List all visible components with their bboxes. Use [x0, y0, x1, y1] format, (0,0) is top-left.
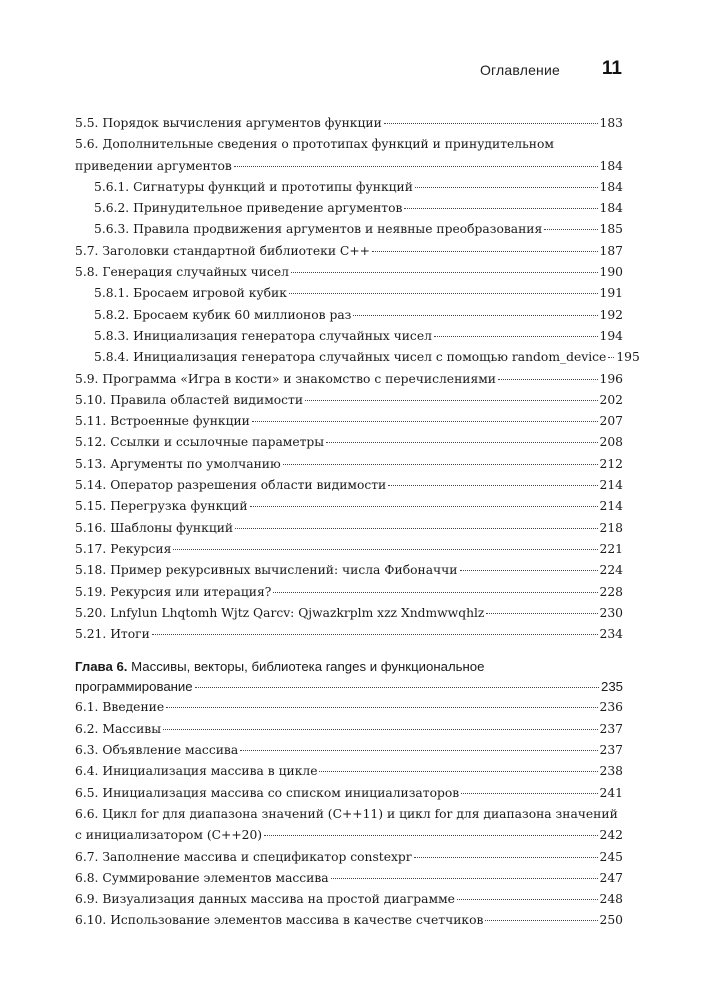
dot-leader — [273, 592, 597, 593]
chapter-title-line2: программирование — [75, 679, 193, 695]
toc-entry[interactable] — [75, 560, 623, 581]
toc-entry-page: 250 — [599, 913, 623, 928]
toc-entry[interactable] — [75, 783, 623, 804]
dot-leader — [461, 793, 597, 794]
toc-entry-page: 184 — [599, 158, 623, 173]
toc-entry-title: 5.7. Заголовки стандартной библиотеки C++ — [75, 243, 370, 258]
toc-entry-page: 224 — [599, 563, 623, 578]
toc-entry[interactable] — [75, 518, 623, 539]
toc-entry-title: 5.20. Lnfylun Lhqtomh Wjtz Qarcv: Qjwazkrplm xzz Xndmwwqhlz — [75, 605, 485, 620]
toc-entry-page: 190 — [599, 265, 623, 280]
toc-entry-title: 5.8.2. Бросаем кубик 60 миллионов раз — [94, 307, 352, 322]
toc-entry-page: 208 — [599, 435, 623, 450]
dot-leader — [415, 187, 598, 188]
toc-entry-page: 236 — [599, 700, 623, 715]
dot-leader — [486, 613, 597, 614]
toc-entry-page: 247 — [599, 870, 623, 885]
toc-entry[interactable] — [75, 603, 623, 624]
dot-leader — [250, 506, 598, 507]
toc-entry[interactable] — [75, 454, 623, 475]
toc-subentry[interactable] — [75, 198, 623, 219]
toc-entry[interactable] — [75, 910, 623, 931]
toc-entry-page: 194 — [599, 328, 623, 343]
toc-entry-page: 184 — [599, 179, 623, 194]
running-header — [0, 58, 708, 86]
toc-entry-page: 218 — [599, 520, 623, 535]
toc-entry-title: 6.10. Использование элементов массива в качестве счетчиков — [75, 913, 484, 928]
dot-leader — [326, 442, 597, 443]
toc-entry[interactable] — [75, 719, 623, 740]
toc-entry[interactable] — [75, 847, 623, 868]
toc-entry-page: 184 — [599, 201, 623, 216]
toc-entry[interactable] — [75, 539, 623, 560]
toc-entry-page: 207 — [599, 414, 623, 429]
toc-entry-page: 234 — [599, 627, 623, 642]
dot-leader — [163, 729, 598, 730]
toc-entry-page: 237 — [599, 721, 623, 736]
toc-entry-title: 5.6.2. Принудительное приведение аргументов — [94, 201, 403, 216]
dot-leader — [498, 379, 598, 380]
toc-entry-title: 5.5. Порядок вычисления аргументов функции — [75, 116, 382, 130]
dot-leader — [173, 549, 597, 550]
toc-entry-page: 245 — [599, 849, 623, 864]
toc-entry[interactable] — [75, 432, 623, 453]
dot-leader — [240, 750, 597, 751]
toc-entry-page: 196 — [599, 371, 623, 386]
toc-entry-title: 5.8.4. Инициализация генератора случайных чисел с помощью random_device — [94, 350, 607, 365]
toc-entry-page: 192 — [599, 307, 623, 322]
dot-leader — [384, 123, 598, 124]
toc-entry[interactable] — [75, 496, 623, 517]
toc-entry[interactable] — [75, 262, 623, 283]
toc-entry-title: 6.3. Объявление массива — [75, 743, 239, 758]
toc-entry-page: 237 — [599, 743, 623, 758]
toc-entry[interactable] — [75, 475, 623, 496]
toc-entry-page: 221 — [599, 541, 623, 556]
toc-subentry[interactable] — [75, 347, 640, 368]
dot-leader — [331, 878, 598, 879]
toc-entry-title: 5.14. Оператор разрешения области видимости — [75, 478, 387, 493]
toc-entry-title: 6.4. Инициализация массива в цикле — [75, 764, 318, 779]
toc-entry-page: 214 — [599, 499, 623, 514]
toc-entry[interactable] — [75, 697, 623, 718]
toc-entry[interactable] — [75, 761, 623, 782]
toc-entry[interactable] — [75, 624, 623, 645]
toc-entry-page: 183 — [599, 116, 623, 130]
toc-entry-page: 228 — [599, 584, 623, 599]
toc-entry-page: 187 — [599, 243, 623, 258]
dot-leader — [485, 920, 597, 921]
toc-entry[interactable] — [75, 369, 623, 390]
toc-entry[interactable] — [75, 740, 623, 761]
toc-entry[interactable] — [75, 411, 623, 432]
dot-leader — [152, 634, 598, 635]
toc-entry-title: 6.2. Массивы — [75, 721, 161, 736]
toc-entry[interactable] — [75, 390, 623, 411]
toc-entry[interactable] — [75, 804, 623, 847]
toc-entry-page: 241 — [599, 785, 623, 800]
dot-leader — [305, 400, 597, 401]
dot-leader — [460, 570, 598, 571]
toc-entry-page: 248 — [599, 892, 623, 907]
toc-entry-title: 6.5. Инициализация массива со списком инициализаторов — [75, 785, 460, 800]
dot-leader — [235, 528, 597, 529]
toc-subentry[interactable] — [75, 326, 623, 347]
toc-entry-page: 195 — [616, 350, 640, 365]
toc-entry[interactable] — [75, 134, 623, 177]
toc-entry-page: 238 — [599, 764, 623, 779]
toc-subentry[interactable] — [75, 219, 623, 240]
toc-entry-title: 5.8.1. Бросаем игровой кубик — [94, 286, 287, 301]
toc-entry-title: 6.7. Заполнение массива и спецификатор constexpr — [75, 849, 412, 864]
toc-entry-page: 202 — [599, 392, 623, 407]
toc-entry-title: 5.18. Пример рекурсивных вычислений: числа Фибоначчи — [75, 563, 458, 578]
dot-leader — [234, 166, 598, 167]
toc-entry-title: 6.1. Введение — [75, 700, 165, 715]
toc-entry[interactable] — [75, 889, 623, 910]
dot-leader — [388, 485, 597, 486]
toc-entry-title: 5.11. Встроенные функции — [75, 414, 250, 429]
table-of-contents — [75, 113, 640, 932]
dot-leader — [353, 315, 597, 316]
dot-leader — [264, 835, 597, 836]
dot-leader — [283, 464, 598, 465]
running-header-title: Оглавление — [479, 62, 560, 78]
dot-leader — [404, 208, 597, 209]
toc-entry-page: 214 — [599, 478, 623, 493]
dot-leader — [414, 857, 598, 858]
toc-entry-title: 5.9. Программа «Игра в кости» и знакомство с перечислениями — [75, 371, 496, 386]
toc-entry-title: 5.8. Генерация случайных чисел — [75, 265, 289, 280]
toc-entry-title: 6.8. Суммирование элементов массива — [75, 870, 329, 885]
dot-leader — [289, 293, 598, 294]
chapter-title: Массивы, векторы, библиотека ranges и функциональное — [127, 659, 485, 675]
toc-entry-title-line1: 6.6. Цикл for для диапазона значений (C++11) и цикл for для диапазона значений — [75, 806, 618, 821]
toc-entry-title: 5.6.1. Сигнатуры функций и прототипы функций — [94, 179, 413, 194]
dot-leader — [608, 357, 614, 358]
toc-entry-title: 5.21. Итоги — [75, 627, 150, 642]
toc-entry-page: 191 — [599, 286, 623, 301]
toc-entry[interactable] — [75, 582, 623, 603]
toc-entry-title: 5.17. Рекурсия — [75, 541, 172, 556]
dot-leader — [252, 421, 598, 422]
toc-entry-title: 5.16. Шаблоны функций — [75, 520, 234, 535]
toc-entry-title: 5.13. Аргументы по умолчанию — [75, 456, 281, 471]
toc-entry-title: 5.8.3. Инициализация генератора случайных чисел — [94, 328, 432, 343]
toc-entry-title: с инициализатором (C++20) — [75, 828, 263, 843]
dot-leader — [166, 707, 597, 708]
dot-leader — [372, 251, 598, 252]
dot-leader — [319, 771, 597, 772]
toc-chapter-heading[interactable] — [75, 657, 623, 697]
toc-subentry[interactable] — [75, 305, 623, 326]
toc-entry[interactable] — [75, 868, 623, 889]
toc-entry-title: приведении аргументов — [75, 158, 232, 173]
toc-entry-page: 230 — [599, 605, 623, 620]
toc-subentry[interactable] — [75, 177, 623, 198]
toc-entry-title: 5.12. Ссылки и ссылочные параметры — [75, 435, 325, 450]
toc-entry-title: 5.19. Рекурсия или итерация? — [75, 584, 272, 599]
dot-leader — [544, 229, 597, 230]
page-number: 11 — [601, 58, 622, 79]
dot-leader — [291, 272, 598, 273]
toc-entry[interactable] — [75, 241, 623, 262]
toc-entry-title: 6.9. Визуализация данных массива на простой диаграмме — [75, 892, 455, 907]
toc-entry-title: 5.15. Перегрузка функций — [75, 499, 248, 514]
toc-entry-page: 235 — [600, 679, 623, 695]
toc-entry-page: 242 — [599, 828, 623, 843]
toc-entry-title-line1: 5.6. Дополнительные сведения о прототипах функций и принудительном — [75, 137, 554, 152]
dot-leader — [457, 899, 598, 900]
toc-subentry[interactable] — [75, 283, 623, 304]
toc-entry-title: 5.6.3. Правила продвижения аргументов и неявные преобразования — [94, 222, 543, 237]
toc-entry[interactable] — [75, 113, 623, 134]
toc-entry-title: 5.10. Правила областей видимости — [75, 392, 304, 407]
toc-entry-page: 212 — [599, 456, 623, 471]
dot-leader — [195, 687, 599, 688]
dot-leader — [434, 336, 598, 337]
chapter-number: Глава 6. — [75, 659, 128, 675]
toc-entry-page: 185 — [599, 222, 623, 237]
